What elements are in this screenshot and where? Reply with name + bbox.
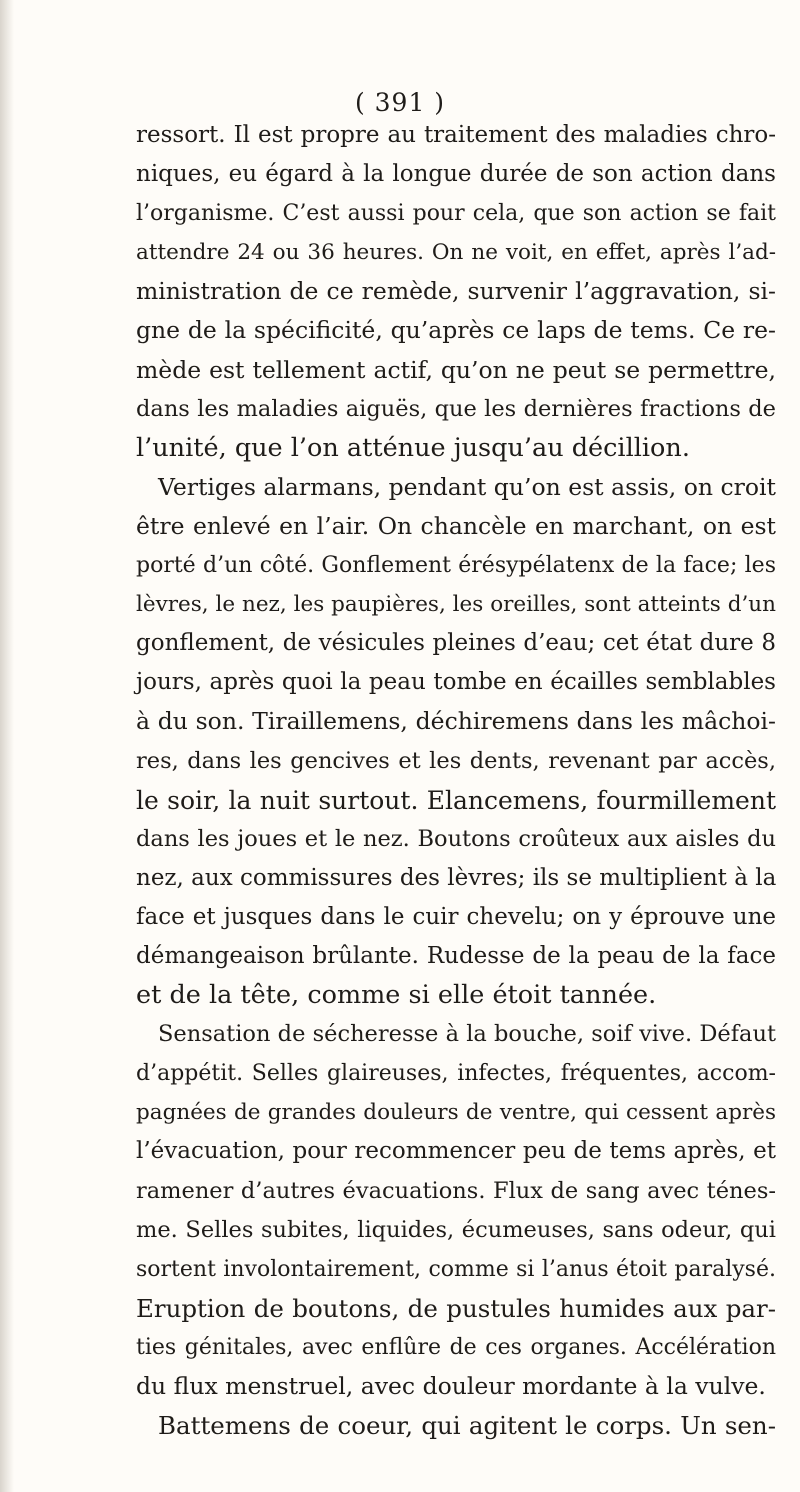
text-line: être enlevé en l’air. On chancèle en marchant, on est (136, 511, 776, 540)
text-line: et de la tête, comme si elle étoit tannée. (136, 980, 657, 1011)
text-line: me. Selles subites, liquides, écumeuses, sans odeur, qui (136, 1216, 776, 1243)
text-line: le soir, la nuit surtout. Elancemens, fourmillement (136, 785, 776, 815)
text-line: jours, après quoi la peau tombe en écailles semblables (136, 669, 776, 696)
text-line: porté d’un côté. Gonflement érésypélatenx de la face; les (136, 553, 776, 579)
text-line: l’évacuation, pour recommencer peu de tems après, et (136, 1138, 776, 1165)
text-line: nez, aux commissures des lèvres; ils se multiplient à la (136, 864, 777, 891)
text-line: Eruption de boutons, de pustules humides aux par- (136, 1293, 776, 1323)
body-text (136, 116, 776, 1445)
text-line: ties génitales, avec enflûre de ces organes. Accélération (136, 1334, 776, 1360)
text-line: res, dans les gencives et les dents, revenant par accès, (136, 747, 776, 774)
page-edge-shadow (0, 0, 14, 1492)
text-line: Vertiges alarmans, pendant qu’on est assis, on croit (158, 472, 776, 501)
text-line: d’appétit. Selles glaireuses, infectes, fréquentes, accom- (136, 1061, 776, 1087)
text-line: démangeaison brûlante. Rudesse de la peau de la face (136, 942, 776, 969)
text-line: ramener d’autres évacuations. Flux de sang avec ténes- (136, 1177, 776, 1204)
text-line: gonflement, de vésicules pleines d’eau; cet état dure 8 (136, 630, 776, 657)
text-line: Sensation de sécheresse à la bouche, soif vive. Défaut (158, 1021, 776, 1048)
text-line: ministration de ce remède, survenir l’aggravation, si- (136, 277, 776, 306)
text-line: dans les maladies aiguës, que les dernières fractions de (136, 395, 776, 422)
page-number: ( 391 ) (354, 88, 446, 117)
text-line: lèvres, le nez, les paupières, les oreilles, sont atteints d’un (136, 592, 776, 618)
text-line: gne de la spécificité, qu’après ce laps de tems. Ce re- (136, 316, 776, 345)
text-line: pagnées de grandes douleurs de ventre, qui cessent après (136, 1100, 776, 1126)
text-line: mède est tellement actif, qu’on ne peut se permettre, (136, 355, 776, 384)
text-line: niques, eu égard à la longue durée de son action dans (136, 161, 776, 188)
text-line: dans les joues et le nez. Boutons croûteux aux aisles du (136, 825, 776, 852)
text-line: Battemens de coeur, qui agitent le corps. Un sen- (158, 1411, 776, 1441)
text-line: l’organisme. C’est aussi pour cela, que son action se fait (136, 201, 776, 227)
text-line: face et jusques dans le cuir chevelu; on y éprouve une (136, 903, 776, 930)
text-line: du flux menstruel, avec douleur mordante à la vulve. (136, 1372, 766, 1400)
text-line: ressort. Il est propre au traitement des maladies chro- (136, 122, 776, 148)
text-line: sortent involontairement, comme si l’anus étoit paralysé. (136, 1256, 776, 1282)
text-line: attendre 24 ou 36 heures. On ne voit, en effet, après l’ad- (136, 240, 776, 266)
text-line: à du son. Tiraillemens, déchiremens dans les mâchoi- (136, 707, 776, 736)
text-line: l’unité, que l’on atténue jusqu’au décillion. (136, 432, 690, 463)
